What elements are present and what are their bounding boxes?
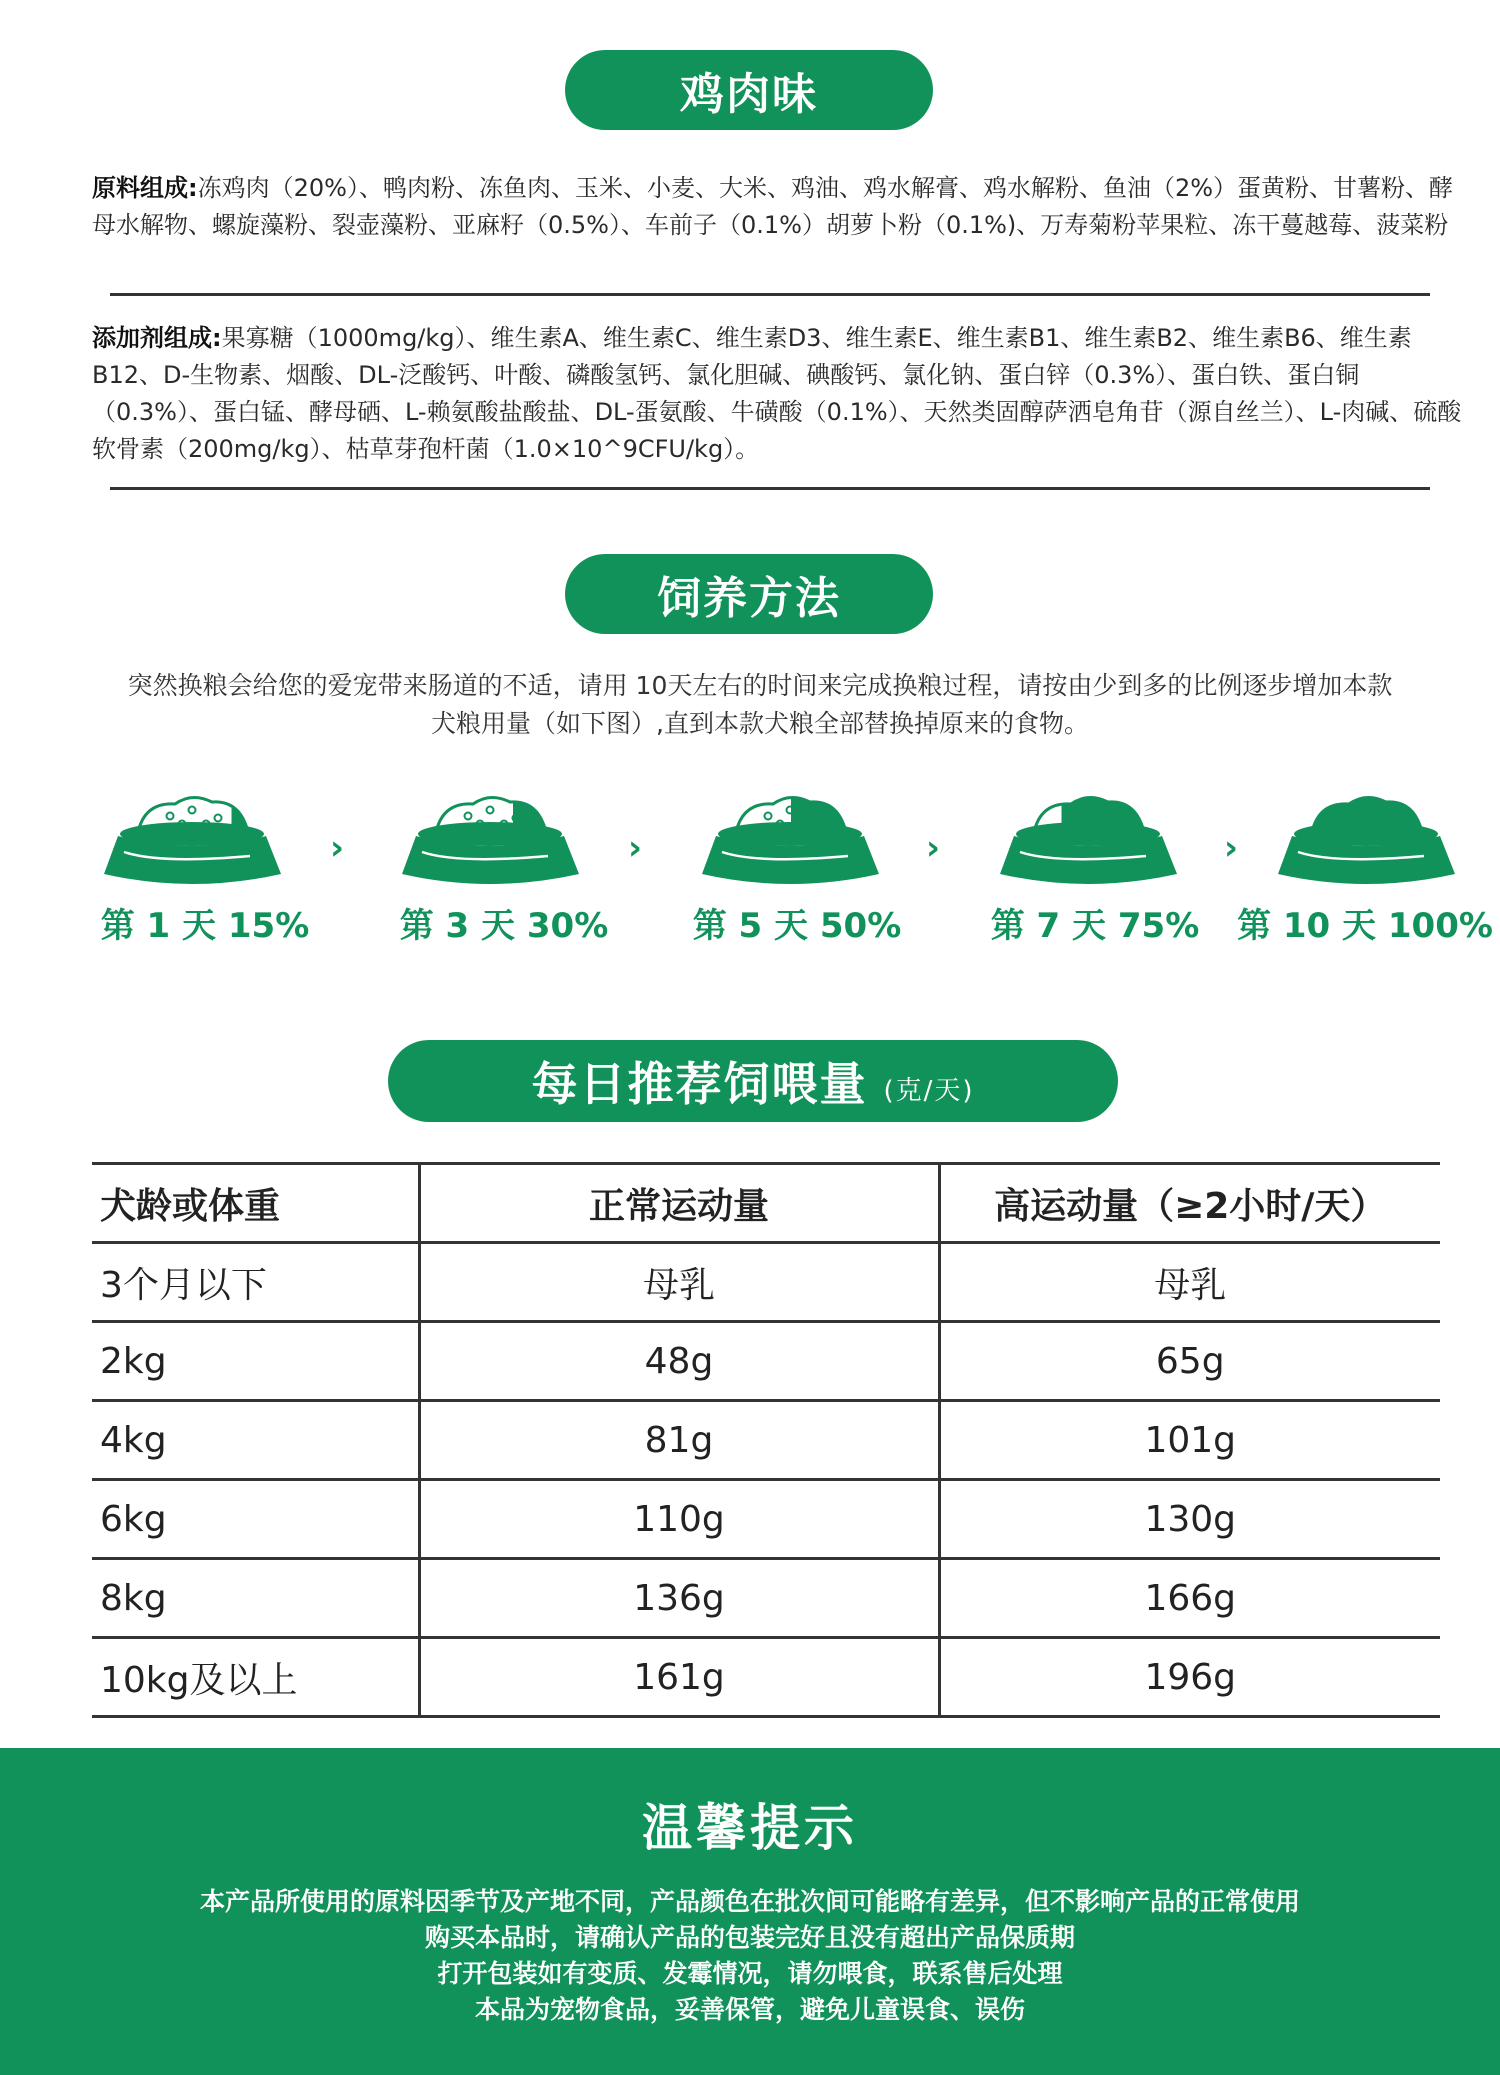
chevron-right-icon: ›: [628, 828, 643, 868]
table-cell: 母乳: [939, 1243, 1440, 1322]
feeding-method-title: 饲养方法: [565, 554, 933, 634]
table-row: [92, 1559, 1440, 1638]
table-cell: 110g: [419, 1480, 939, 1559]
table-header-row: [92, 1164, 1440, 1243]
table-cell: 161g: [419, 1638, 939, 1717]
step-label: 第 1 天 15%: [100, 906, 310, 946]
table-cell: 166g: [939, 1559, 1440, 1638]
table-row: [92, 1401, 1440, 1480]
notice-title: 温馨提示: [642, 1799, 858, 1857]
ingredients-label: 原料组成:: [92, 174, 198, 202]
notice-section: [0, 1748, 1500, 2075]
table-cell: 10kg及以上: [92, 1638, 419, 1717]
daily-feeding-title: [388, 1040, 1118, 1122]
notice-line: 打开包装如有变质、发霉情况，请勿喂食，联系售后处理: [437, 1959, 1063, 1988]
table-cell: 2kg: [92, 1322, 419, 1401]
daily-title-text: 每日推荐饲喂量: [531, 1057, 868, 1111]
feeding-intro: [80, 667, 1440, 743]
table-cell: 136g: [419, 1559, 939, 1638]
divider: [110, 487, 1430, 490]
food-bowl-icon: [996, 790, 1181, 890]
chevron-right-icon: ›: [926, 828, 941, 868]
table-row: [92, 1322, 1440, 1401]
table-cell: 130g: [939, 1480, 1440, 1559]
divider: [110, 293, 1430, 296]
table-row: [92, 1243, 1440, 1322]
additives-text: 果寡糖（1000mg/kg）、维生素A、维生素C、维生素D3、维生素E、维生素B1、维生素B2、维生素B6、维生素B12、D-生物素、烟酸、DL-泛酸钙、叶酸、磷酸氢钙、氯化胆碱、碘酸钙、氯化钠、蛋白锌（0.3%）、蛋白铁、蛋白铜（0.3%）、蛋白锰、酵母硒、L-赖氨酸盐酸盐、DL-蛋氨酸、牛磺酸（0.1%）、天然类固醇萨洒皂角苷（源自丝兰）、L-肉碱、硫酸软骨素（200mg/kg）、枯草芽孢杆菌（1.0×10^9CFU/kg）。: [92, 324, 1462, 463]
step-label: 第 10 天 100%: [1237, 906, 1493, 946]
ingredients-text: 冻鸡肉（20%）、鸭肉粉、冻鱼肉、玉米、小麦、大米、鸡油、鸡水解膏、鸡水解粉、鱼油（2%）蛋黄粉、甘薯粉、酵母水解物、螺旋藻粉、裂壶藻粉、亚麻籽（0.5%）、车前子（0.1%）胡萝卜粉（0.1%)、万寿菊粉苹果粒、冻干蔓越莓、菠菜粉: [92, 174, 1454, 239]
table-cell: 3个月以下: [92, 1243, 419, 1322]
table-cell: 65g: [939, 1322, 1440, 1401]
feeding-intro-line2: 犬粮用量（如下图）,直到本款犬粮全部替换掉原来的食物。: [431, 709, 1089, 738]
additives-paragraph: [92, 320, 1472, 468]
table-cell: 48g: [419, 1322, 939, 1401]
ingredients-paragraph: [92, 170, 1472, 244]
feeding-table: [92, 1162, 1440, 1718]
table-cell: 母乳: [419, 1243, 939, 1322]
additives-label: 添加剂组成:: [92, 324, 222, 352]
step-label: 第 3 天 30%: [399, 906, 609, 946]
header-high-activity: 高运动量（≥2小时/天）: [939, 1164, 1440, 1243]
flavor-title: 鸡肉味: [565, 50, 933, 130]
feeding-intro-line1: 突然换粮会给您的爱宠带来肠道的不适，请用 10天左右的时间来完成换粮过程，请按由少到多的比例逐步增加本款: [127, 671, 1393, 700]
table-cell: 4kg: [92, 1401, 419, 1480]
table-row: [92, 1638, 1440, 1717]
chevron-right-icon: ›: [1224, 828, 1239, 868]
table-cell: 101g: [939, 1401, 1440, 1480]
notice-line: 本产品所使用的原料因季节及产地不同，产品颜色在批次间可能略有差异，但不影响产品的正常使用: [199, 1887, 1300, 1916]
notice-line: 购买本品时，请确认产品的包装完好且没有超出产品保质期: [424, 1923, 1075, 1952]
table-cell: 81g: [419, 1401, 939, 1480]
food-bowl-icon: [1274, 790, 1459, 890]
food-bowl-icon: [100, 790, 285, 890]
table-cell: 196g: [939, 1638, 1440, 1717]
food-bowl-icon: [398, 790, 583, 890]
header-age-weight: 犬龄或体重: [92, 1164, 419, 1243]
step-label: 第 5 天 50%: [692, 906, 902, 946]
chevron-right-icon: ›: [330, 828, 345, 868]
step-label: 第 7 天 75%: [990, 906, 1200, 946]
header-normal-activity: 正常运动量: [419, 1164, 939, 1243]
notice-lines: [0, 1884, 1500, 2028]
daily-unit: (克/天): [883, 1075, 975, 1106]
table-cell: 8kg: [92, 1559, 419, 1638]
food-bowl-icon: [698, 790, 883, 890]
notice-line: 本品为宠物食品，妥善保管，避免儿童误食、误伤: [474, 1995, 1025, 2024]
table-row: [92, 1480, 1440, 1559]
table-cell: 6kg: [92, 1480, 419, 1559]
